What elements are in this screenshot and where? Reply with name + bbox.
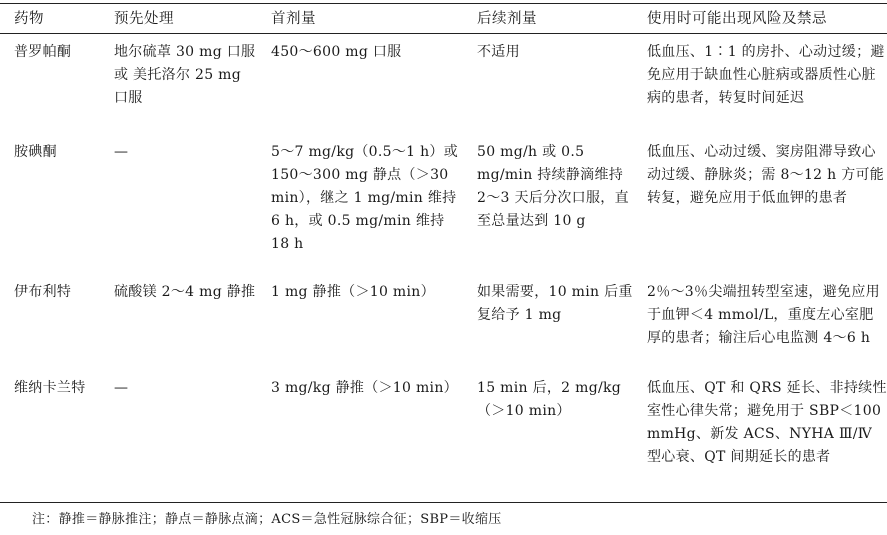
cell-pretreatment: 硫酸镁 2～4 mg 静推: [114, 284, 256, 300]
cell-follow-dose: 50 mg/h 或 0.5 mg/min 持续静滴维持 2～3 天后分次口服，直至总量达到 10 g: [477, 144, 629, 229]
cell-first-dose: 450～600 mg 口服: [271, 44, 402, 60]
cell-drug: 普罗帕酮: [14, 44, 72, 60]
table-header-row: [0, 0, 887, 34]
cell-drug: 维纳卡兰特: [14, 380, 86, 396]
cell-drug: 胺碘酮: [14, 144, 57, 160]
cell-follow-dose: 不适用: [477, 44, 520, 60]
header-pretreatment: 预先处理: [114, 10, 174, 27]
cell-first-dose: 1 mg 静推（＞10 min）: [271, 284, 435, 300]
table-bottom-rule: [0, 502, 887, 503]
header-risks: 使用时可能出现风险及禁忌: [647, 10, 827, 27]
header-first-dose: 首剂量: [271, 10, 316, 27]
cell-risks: 低血压、心动过缓、窦房阻滞导致心动过缓、静脉炎；需 8～12 h 方可能转复，避免应用于低血钾的患者: [647, 144, 885, 206]
cell-pretreatment: 地尔硫䓬 30 mg 口服或 美托洛尔 25 mg 口服: [114, 44, 256, 106]
header-drug: 药物: [14, 10, 44, 27]
cell-pretreatment: —: [114, 144, 129, 160]
cell-pretreatment: —: [114, 380, 129, 396]
cell-risks: 低血压、1∶1 的房扑、心动过缓；避免应用于缺血性心脏病或器质性心脏病的患者，转复时间延迟: [647, 44, 885, 106]
header-follow-dose: 后续剂量: [477, 10, 537, 27]
table-row: [0, 274, 887, 370]
cell-follow-dose: 15 min 后，2 mg/kg（＞10 min）: [477, 380, 622, 419]
cell-risks: 低血压、QT 和 QRS 延长、非持续性室性心律失常；避免用于 SBP＜100 mmHg、新发 ACS、NYHA Ⅲ/Ⅳ 型心衰、QT 间期延长的患者: [647, 380, 887, 465]
cell-first-dose: 3 mg/kg 静推（＞10 min）: [271, 380, 458, 396]
table-footnote: 注：静推＝静脉推注；静点＝静脉点滴；ACS＝急性冠脉综合征；SBP＝收缩压: [32, 512, 502, 527]
table-row: [0, 134, 887, 274]
cell-first-dose: 5～7 mg/kg（0.5～1 h）或 150～300 mg 静点（＞30 min），继之 1 mg/min 维持 6 h，或 0.5 mg/min 维持 18 h: [271, 144, 459, 252]
cell-follow-dose: 如果需要，10 min 后重复给予 1 mg: [477, 284, 633, 323]
cell-drug: 伊布利特: [14, 284, 72, 300]
table-row: [0, 34, 887, 134]
table-row: [0, 370, 887, 502]
cell-risks: 2％～3％尖端扭转型室速，避免应用于血钾＜4 mmol/L，重度左心室肥厚的患者；输注后心电监测 4～6 h: [647, 284, 880, 346]
